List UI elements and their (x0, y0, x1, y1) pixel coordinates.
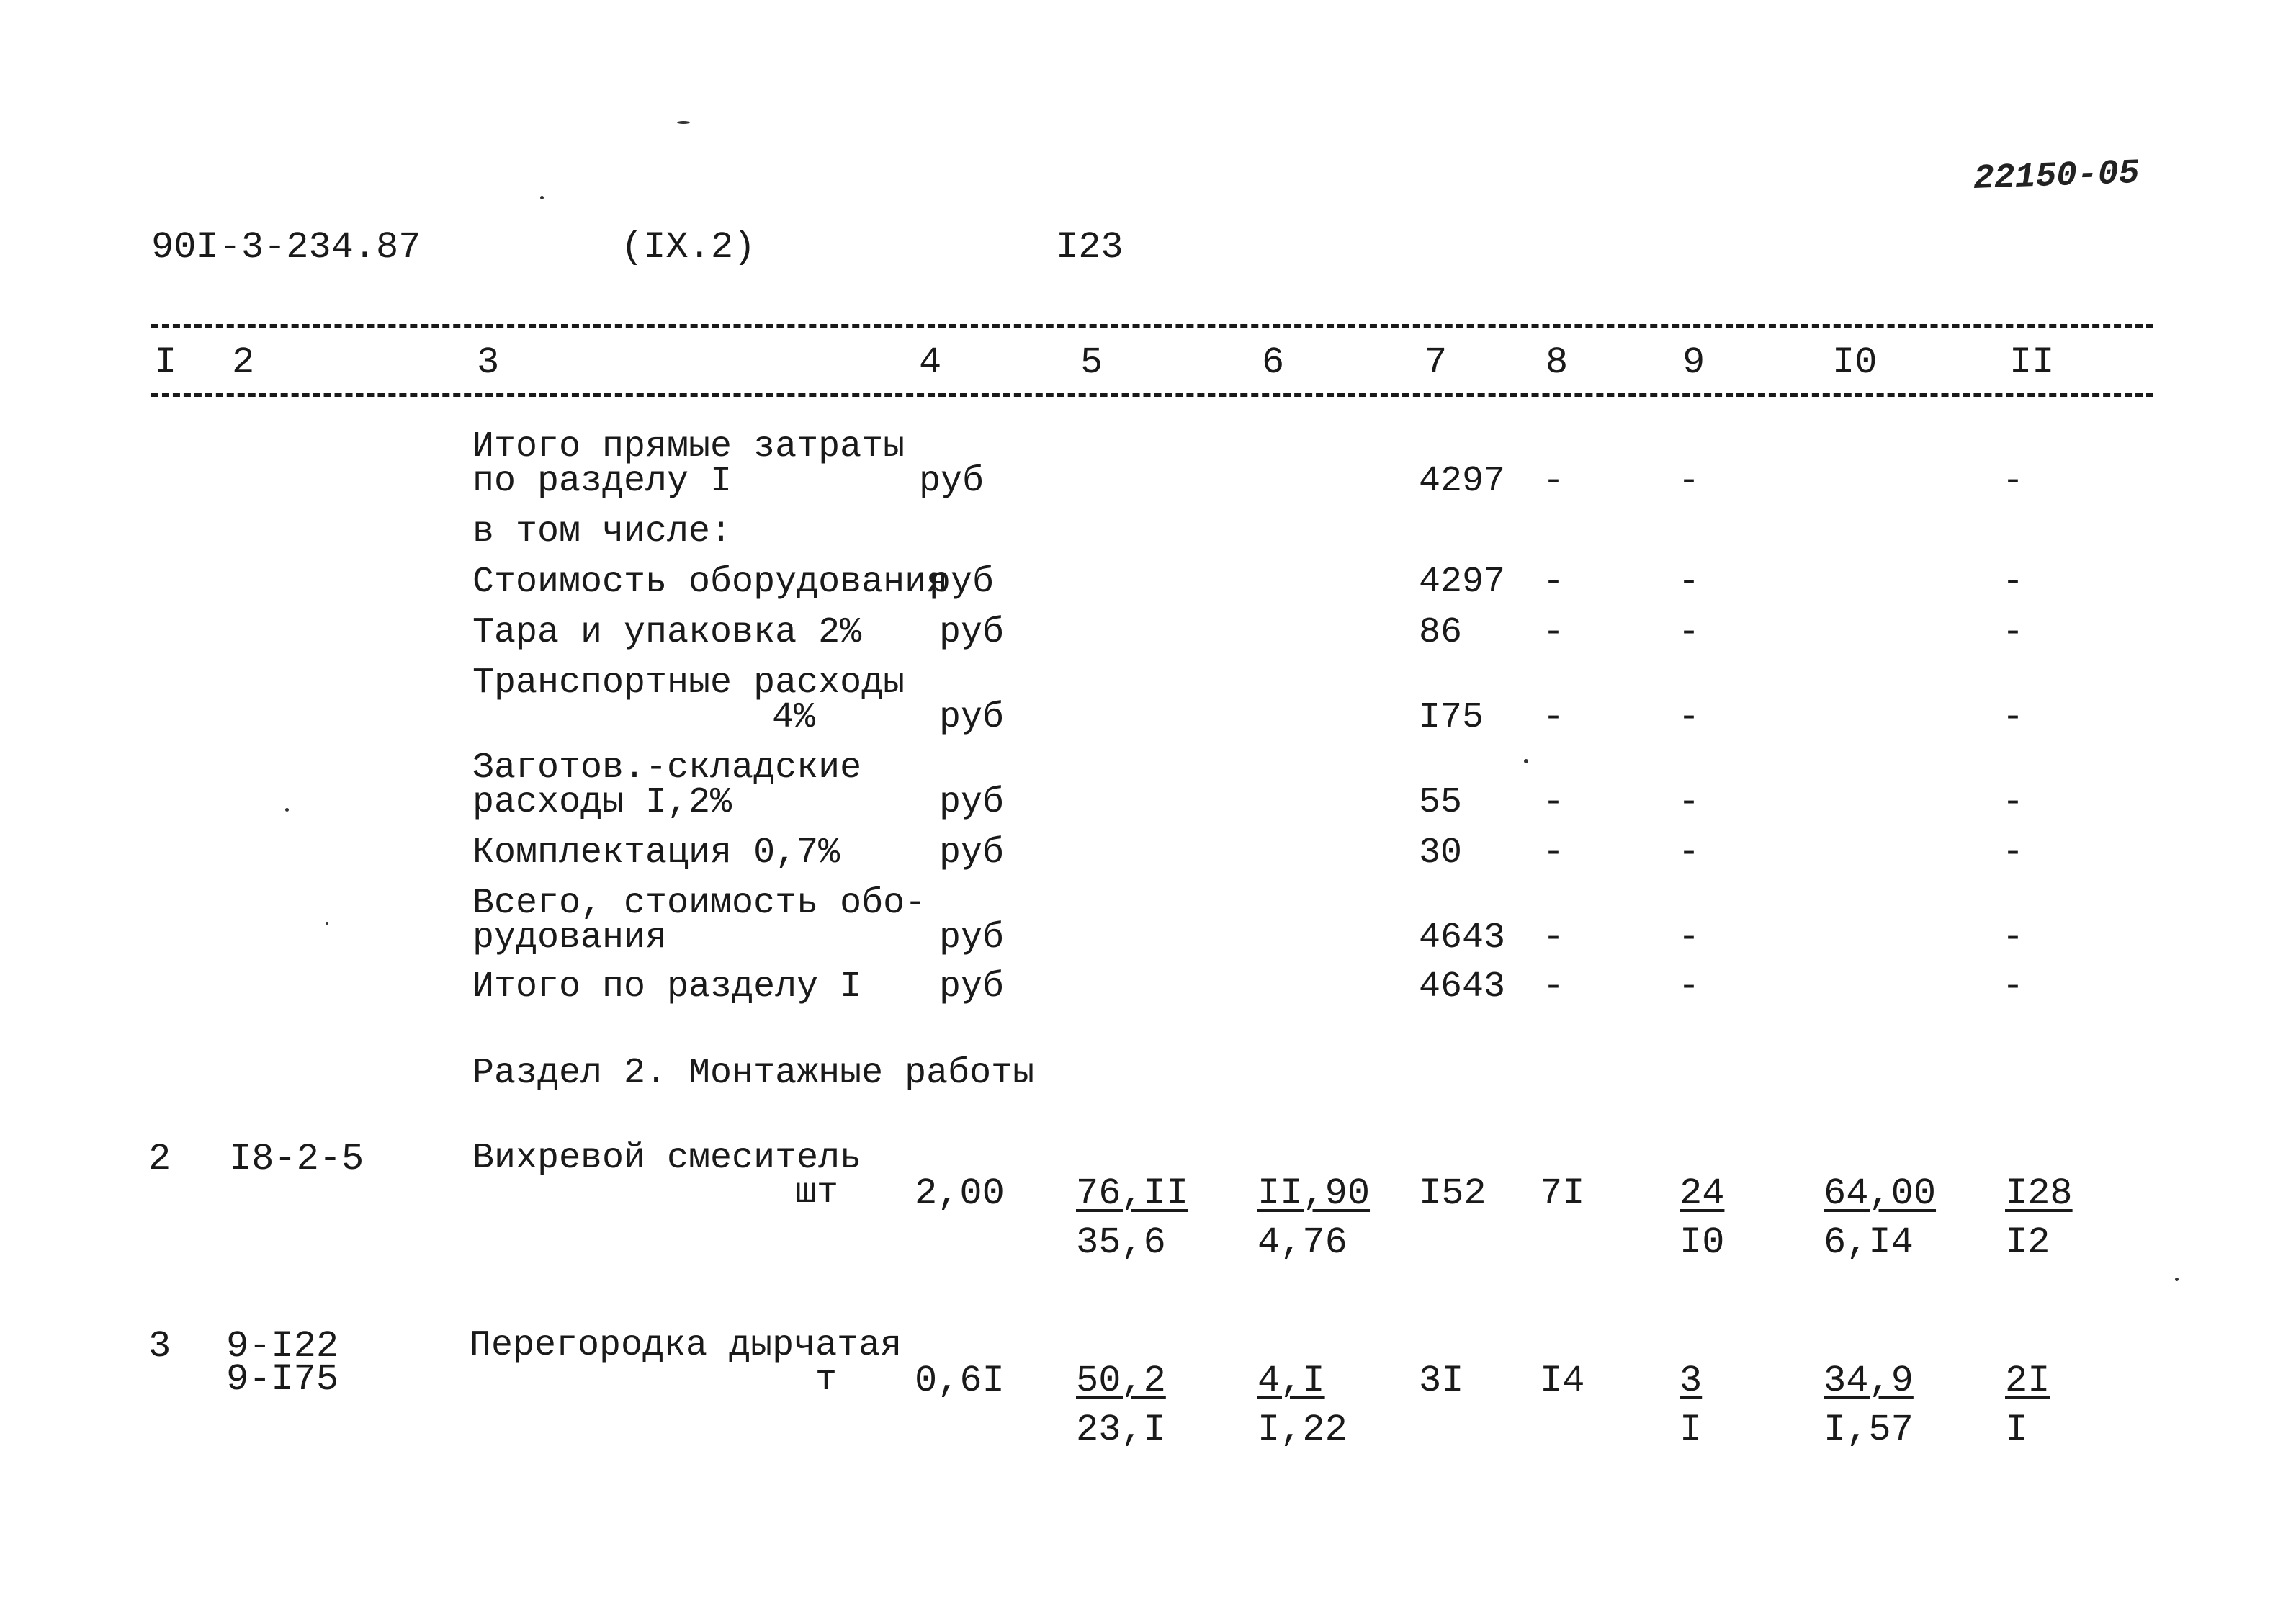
unit: т (815, 1360, 838, 1401)
header-rule-top (151, 324, 2153, 328)
col8-value: - (1543, 832, 1565, 874)
col8-value: - (1543, 562, 1565, 603)
item-name: Вихревой смеситель (472, 1138, 862, 1179)
col11-value: - (2002, 966, 2024, 1007)
unit: руб (939, 697, 1005, 738)
col10-bottom: I,57 (1824, 1409, 1914, 1451)
col-header-2: 2 (232, 341, 255, 384)
unit: руб (939, 832, 1005, 874)
quantity: 2,00 (915, 1172, 1005, 1215)
row-label: рудования (472, 917, 668, 959)
header-rule-bottom (151, 393, 2153, 397)
col5-top: 50,2 (1076, 1360, 1166, 1402)
col8-value: - (1543, 697, 1565, 738)
col8-value: - (1543, 966, 1565, 1007)
unit: руб (939, 917, 1005, 959)
col7-value: 4643 (1419, 917, 1506, 959)
unit: руб (939, 612, 1005, 653)
col9-value: - (1678, 917, 1700, 959)
col9-value: - (1678, 562, 1700, 603)
col-header-6: 6 (1262, 341, 1285, 384)
col10-bottom: 6,I4 (1824, 1221, 1914, 1264)
col-header-9: 9 (1682, 341, 1705, 384)
row-label: расходы I,2% (472, 782, 732, 823)
col7-value: 55 (1419, 782, 1463, 823)
scan-speck (540, 196, 544, 199)
row-label: Комплектация 0,7% (472, 832, 840, 874)
scan-speck (2175, 1278, 2179, 1281)
unit: шт (795, 1172, 839, 1213)
col7-value: 4643 (1419, 966, 1506, 1007)
col-header-7: 7 (1425, 341, 1448, 384)
col8-value: - (1543, 612, 1565, 653)
col9-value: - (1678, 612, 1700, 653)
col8-value: - (1543, 461, 1565, 502)
col7-value: 4297 (1419, 562, 1506, 603)
col8-value: - (1543, 917, 1565, 959)
col5-top: 76,II (1076, 1172, 1189, 1215)
row-label: Всего, стоимость обо- (472, 883, 927, 924)
unit: руб (919, 461, 985, 502)
archive-stamp: 22150-05 (1973, 153, 2140, 199)
col11-value: - (2002, 832, 2024, 874)
col7-value: 86 (1419, 612, 1463, 653)
col7-value: 30 (1419, 832, 1463, 874)
col9-value: - (1678, 832, 1700, 874)
col6-bottom: 4,76 (1257, 1221, 1347, 1264)
col-header-4: 4 (919, 341, 942, 384)
col7-value: 4297 (1419, 461, 1506, 502)
row-label: 4% (772, 697, 816, 738)
col5-bottom: 35,6 (1076, 1221, 1166, 1264)
col10-top: 64,00 (1824, 1172, 1937, 1215)
norm-code: 9-I75 (226, 1358, 339, 1401)
col-header-3: 3 (477, 341, 500, 384)
section-2-title: Раздел 2. Монтажные работы (472, 1053, 1035, 1094)
scan-speck (326, 922, 328, 925)
col6-top: II,90 (1257, 1172, 1371, 1215)
norm-code: 9-I22 (226, 1325, 339, 1368)
item-name: Перегородка дырчатая (470, 1325, 902, 1366)
col11-value: - (2002, 697, 2024, 738)
col11-value: - (2002, 612, 2024, 653)
col9-bottom: I0 (1680, 1221, 1725, 1264)
col7-value: I52 (1419, 1172, 1486, 1215)
col11-value: - (2002, 782, 2024, 823)
row-label: Стоимость оборудования (472, 562, 949, 603)
col11-bottom: I2 (2005, 1221, 2050, 1264)
col9-value: - (1678, 966, 1700, 1007)
col9-value: - (1678, 782, 1700, 823)
row-label: Итого прямые затраты (472, 426, 905, 467)
including-label: в том числе: (472, 511, 732, 552)
col11-value: - (2002, 461, 2024, 502)
col11-top: 2I (2005, 1360, 2050, 1402)
col9-bottom: I (1680, 1409, 1703, 1451)
col-header-1: I (154, 341, 177, 384)
col5-bottom: 23,I (1076, 1409, 1166, 1451)
col11-top: I28 (2005, 1172, 2073, 1215)
page-number: I23 (1056, 226, 1124, 269)
scan-speck (677, 121, 690, 124)
row-label: Тара и упаковка 2% (472, 612, 862, 653)
row-label: Заготов.-складские (472, 748, 862, 789)
col-header-10: I0 (1832, 341, 1878, 384)
scan-speck (285, 808, 289, 812)
col9-value: - (1678, 697, 1700, 738)
col6-top: 4,I (1257, 1360, 1325, 1402)
unit: руб (939, 782, 1005, 823)
section-code: (IX.2) (621, 226, 756, 269)
col9-top: 24 (1680, 1172, 1725, 1215)
col-header-5: 5 (1080, 341, 1103, 384)
col10-top: 34,9 (1824, 1360, 1914, 1402)
quantity: 0,6I (915, 1360, 1005, 1402)
col8-value: 7I (1540, 1172, 1585, 1215)
scan-speck (1524, 759, 1528, 763)
row-label: Итого по разделу I (472, 966, 862, 1007)
col-header-11: II (2009, 341, 2055, 384)
row-number: 3 (148, 1325, 171, 1368)
row-number: 2 (148, 1138, 171, 1180)
doc-code: 90I-3-234.87 (151, 226, 421, 269)
row-label: Транспортные расходы (472, 663, 905, 704)
col11-bottom: I (2005, 1409, 2028, 1451)
col8-value: I4 (1540, 1360, 1585, 1402)
col-header-8: 8 (1546, 341, 1569, 384)
col9-value: - (1678, 461, 1700, 502)
col7-value: I75 (1419, 697, 1484, 738)
col7-value: 3I (1419, 1360, 1464, 1402)
row-label: по разделу I (472, 461, 732, 502)
unit: руб (929, 562, 995, 603)
col11-value: - (2002, 917, 2024, 959)
col11-value: - (2002, 562, 2024, 603)
col6-bottom: I,22 (1257, 1409, 1347, 1451)
col9-top: 3 (1680, 1360, 1703, 1402)
unit: руб (939, 966, 1005, 1007)
norm-code: I8-2-5 (229, 1138, 364, 1180)
col8-value: - (1543, 782, 1565, 823)
